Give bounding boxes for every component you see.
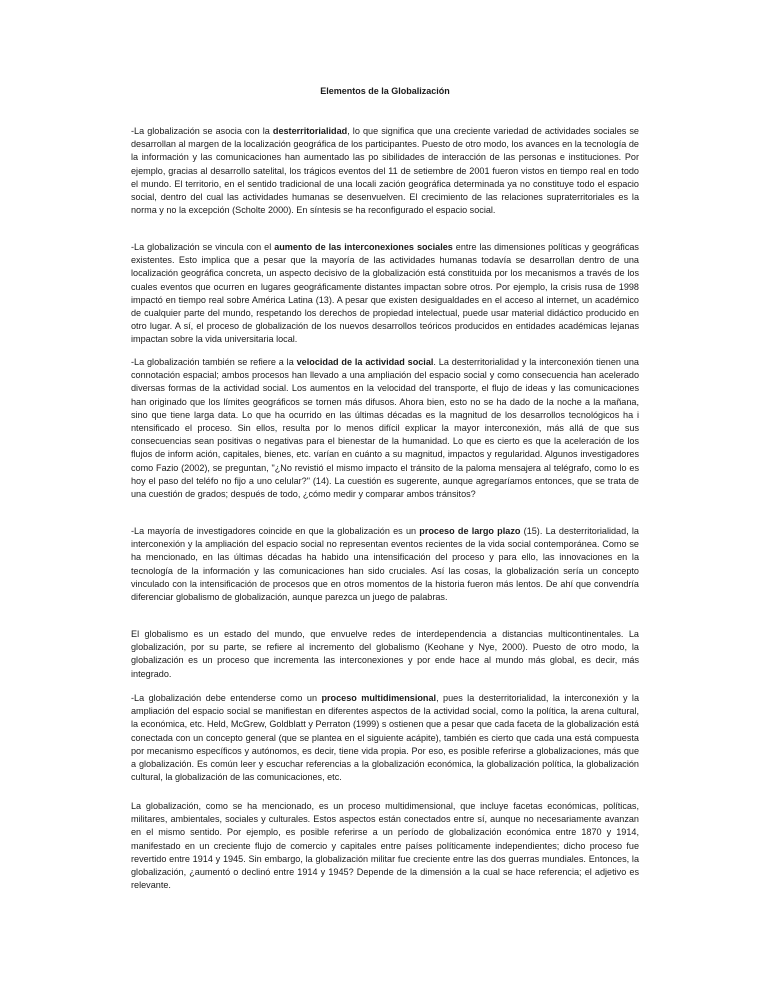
paragraph-keyword: proceso de largo plazo [419,526,521,536]
paragraph-largo-plazo [131,525,639,604]
paragraph-text: -La globalización se vincula con el [131,242,275,252]
paragraph-globalismo [131,628,639,681]
paragraph-keyword: proceso multidimensional [321,693,437,703]
paragraph-text: -La mayoría de investigadores coincide en que la globalización es un [131,526,420,536]
paragraph-interconexiones [131,241,639,347]
paragraph-facetas [131,800,639,892]
paragraph-keyword: velocidad de la actividad social [296,357,434,367]
paragraph-text: El globalismo es un estado del mundo, que envuelve redes de interdependencia a distancias multicontinentales. La globalización, por su parte, se refiere al incremento del globalismo (Keohane y Nye, 2000). Puesto de otro modo, la globalización es un proceso que incrementa las interconexiones y por ende hace al mundo más global, es decir, más integrado. [131,629,639,679]
paragraph-text: -La globalización debe entenderse como un [131,693,322,703]
paragraph-multidimensional [131,692,639,784]
document-title: Elementos de la Globalización [320,86,450,96]
paragraph-velocidad [131,356,639,501]
paragraph-text: , pues la desterritorialidad, la interconexión y la ampliación del espacio social se manifiestan en diferentes aspectos de la actividad social, como la política, la arena cultural, la económica, etc. Held, McGrew, Goldblatt y Perraton (1999) s ostienen que a pesar que cada faceta de la globalización está conectada con un concepto general (que se plantea en el siguiente acápite), también es cierto que cada una está compuesta por mecanismo específicos y autónomos, es decir, tiene vida propia. Por eso, es posible referirse a globalizaciones, más que a globalización. Es común leer y escuchar referencias a la globalización económica, la globalización política, la globalización cultural, la globalización de las comunicaciones, etc. [131,693,640,783]
paragraph-text: -La globalización se asocia con la [131,126,273,136]
paragraph-text: . La desterritorialidad y la interconexión tienen una connotación espacial; ambos procesos han llevado a una ampliación del espacio social y como consecuencia han acelerado diversas formas de la actividad social. Los aumentos en la velocidad del transporte, el flujo de ideas y las comunicaciones han originado que los límites geográficos se tornen más difusos. Ahora bien, esto no se ha dado de la noche a la mañana, sino que tiene larga data. Lo que ha ocurrido en las últimas décadas es la magnitud de los desarrollos tecnológicos ha i ntensificado el proceso. Sin ellos, resulta por lo menos difícil explicar la mayor interconexión, más allá de que sus consecuencias sean positivas o negativas para el bienestar de la humanidad. Lo que es cierto es que la aceleración de los flujos de inform ación, capitales, bienes, etc. varían en cuánto a su magnitud, impactos y regularidad. Algunos investigadores como Fazio (2002), se preguntan, "¿No revistió el mismo impacto el tránsito de la paloma mensajera al telégrafo, como lo es hoy el paso del teléfo no fijo a uno celular?" (14). La cuestión es sugerente, aunque agregaríamos entonces, que se trata de una cuestión de grados; después de todo, ¿cómo medir y comparar ambos tránsitos? [131,357,639,500]
paragraph-text: , lo que significa que una creciente variedad de actividades sociales se desarrollan al margen de la localización geográfica de los participantes. Puesto de otro modo, los avances en la tecnología de la información y las comunicaciones han aumentado las po sibilidades de interacción de las personas e instituciones. Por ejemplo, gracias al desarrollo satelital, los trágicos eventos del 11 de setiembre de 2001 fueron vistos en tiempo real en todo el mundo. El territorio, en el sentido tradicional de una locali zación geográfica determinada ya no constituye todo el espacio social, dentro del cual las actividades humanas se desenvuelven. El crecimiento de las relaciones supraterritoriales es la norma y no la excepción (Scholte 2000). En síntesis se ha reconfigurado el espacio social. [131,126,639,216]
paragraph-keyword: desterritorialidad [272,126,348,136]
paragraph-desterritorialidad [131,125,639,217]
paragraph-keyword: aumento de las interconexiones sociales [274,242,453,252]
paragraph-text: La globalización, como se ha mencionado, es un proceso multidimensional, que incluye facetas económicas, políticas, militares, ambientales, sociales y culturales. Estos aspectos están conectados entre sí, aunque no necesariamente avanzan en el mismo sentido. Por ejemplo, es posible referirse a un período de globalización económica entre 1870 y 1914, manifestado en un creciente flujo de comercio y capitales entre países políticamente independientes; dicho proceso fue revertido entre 1914 y 1945. Sin embargo, la globalización militar fue creciente entre las dos guerras mundiales. Entonces, la globalización, ¿aumentó o declinó entre 1914 y 1945? Depende de la dimensión a la cual se hace referencia; el adjetivo es relevante. [131,801,639,891]
paragraph-text: entre las dimensiones políticas y geográficas existentes. Esto implica que a pesar que la mayoría de las actividades humanas todavía se desarrollan dentro de una localización geográfica concreta, un aspecto decisivo de la globalización está constituida por los mecanismos a través de los cuales eventos que ocurren en lugares geográficamente distantes impactan sobre otros. Por ejemplo, la crisis rusa de 1998 impactó en tiempo real sobre América Latina (13). A pesar que existen desigualdades en el acceso al internet, un académico de cualquier parte del mundo, respetando los derechos de propiedad intelectual, puede usar material didáctico producido en otro lugar. A sí, el proceso de globalización de los nuevos desarrollos teóricos producidos en entidades académicas lejanas impactan sobre la vida universitaria local. [131,242,639,345]
paragraph-text: (15). La desterritorialidad, la interconexión y la ampliación del espacio social no representan eventos recientes de la vida social contemporánea. Como se ha mencionado, en las últimas décadas ha habido una intensificación del proceso y para ello, las innovaciones en la tecnología de la información y las comunicaciones han sido cruciales. Así las cosas, la globalización sería un concepto vinculado con la intensificación de procesos que en otros momentos de la historia fueron más lentos. De ahí que convendría diferenciar globalismo de globalización, aunque parezca un juego de palabras. [131,526,639,603]
paragraph-text: -La globalización también se refiere a la [131,357,297,367]
